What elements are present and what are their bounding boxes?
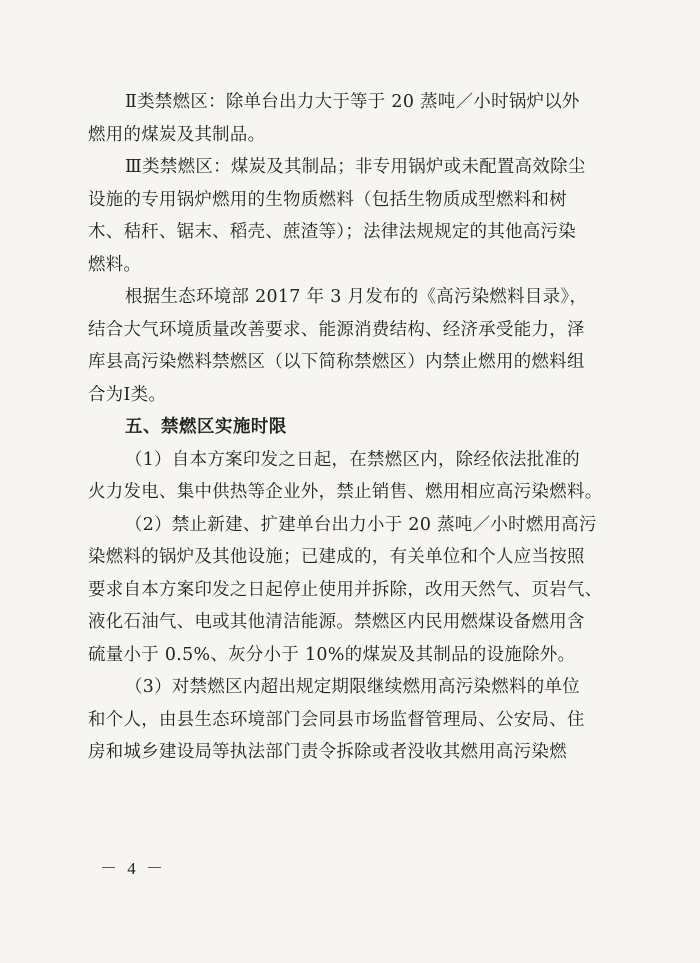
paragraph-line: 合为Ⅰ类。: [88, 384, 167, 405]
paragraph-line: 房和城乡建设局等执法部门责令拆除或者没收其燃用高污染燃: [88, 742, 567, 762]
paragraph-line: 火力发电、集中供热等企业外，禁止销售、燃用相应高污染燃料。: [88, 482, 603, 502]
paragraph-line: 硫量小于 0.5%、灰分小于 10%的煤炭及其制品的设施除外。: [88, 644, 576, 665]
paragraph-line: Ⅱ类禁燃区：除单台出力大于等于 20 蒸吨／小时锅炉以外: [125, 92, 580, 112]
paragraph-line: （3）对禁燃区内超出规定期限继续燃用高污染燃料的单位: [125, 677, 580, 697]
body-text: [88, 86, 618, 769]
paragraph-line: Ⅲ类禁燃区：煤炭及其制品；非专用锅炉或未配置高效除尘: [125, 157, 586, 177]
paragraph-line: 燃用的煤炭及其制品。: [88, 124, 266, 145]
paragraph-line: 液化石油气、电或其他清洁能源。禁燃区内民用燃煤设备燃用含: [88, 612, 585, 632]
paragraph-line: 木、秸秆、锯末、稻壳、蔗渣等）；法律法规规定的其他高污染: [88, 222, 577, 242]
paragraph-line: 根据生态环境部 2017 年 3 月发布的《高污染燃料目录》，: [125, 287, 588, 307]
paragraph-line: 结合大气环境质量改善要求、能源消费结构、经济承受能力，泽: [88, 319, 585, 340]
paragraph-line: 燃料。: [88, 254, 142, 275]
paragraph-line: 库县高污染燃料禁燃区（以下简称禁燃区）内禁止燃用的燃料组: [88, 352, 585, 372]
paragraph-line: 要求自本方案印发之日起停止使用并拆除，改用天然气、页岩气、: [88, 579, 603, 600]
paragraph-line: （2）禁止新建、扩建单台出力小于 20 蒸吨／小时燃用高污: [125, 514, 597, 535]
paragraph-line: 设施的专用锅炉燃用的生物质燃料（包括生物质成型燃料和树: [88, 189, 567, 210]
page-number: － 4 －: [100, 859, 166, 878]
paragraph-line: （1）自本方案印发之日起，在禁燃区内，除经依法批准的: [125, 449, 580, 470]
paragraph-line: 和个人，由县生态环境部门会同县市场监督管理局、公安局、住: [88, 709, 585, 730]
section-heading: 五、禁燃区实施时限: [125, 417, 287, 437]
paragraph-line: 染燃料的锅炉及其他设施；已建成的，有关单位和个人应当按照: [88, 547, 585, 567]
